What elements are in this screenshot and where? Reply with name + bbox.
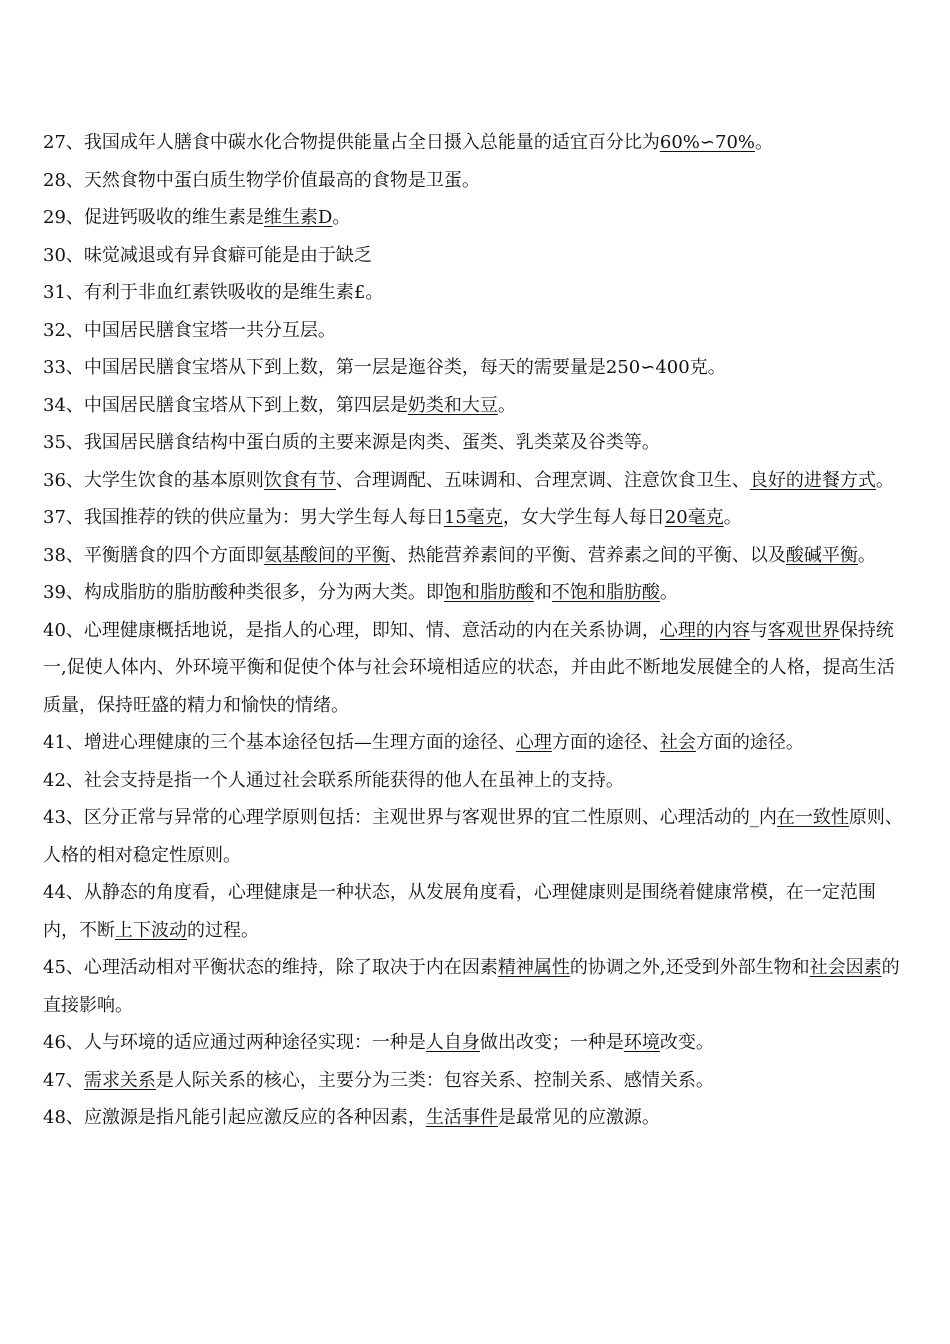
text-segment: 。: [875, 469, 894, 491]
text-segment: 是人际关系的核心，主要分为三类：包容关系、控制关系、感情关系。: [155, 1069, 714, 1091]
underlined-answer: 氨基酸间的平衡: [263, 544, 390, 566]
underlined-answer: 社会: [659, 732, 696, 753]
document-body: [43, 124, 907, 1137]
list-item: [43, 237, 907, 275]
text-segment: 41、增进心理健康的三个基本途径包括—生理方面的途径、: [43, 732, 516, 753]
text-segment: 。: [723, 507, 742, 528]
text-segment: 38、平衡膳食的四个方面即: [43, 544, 264, 566]
text-segment: 48、应激源是指凡能引起应激反应的各种因素，: [43, 1107, 426, 1128]
text-segment: 。: [857, 544, 876, 566]
text-segment: 与: [749, 619, 768, 641]
list-item: [43, 612, 907, 725]
text-segment: 方面的途径。: [695, 732, 804, 753]
underlined-answer: 维生素D: [263, 207, 333, 228]
text-segment: 47、: [43, 1069, 84, 1091]
text-segment: 42、社会支持是指一个人通过社会联系所能获得的他人在虽神上的支持。: [43, 769, 624, 791]
text-segment: 45、心理活动相对平衡状态的维持，除了取决于内在因素: [43, 957, 498, 978]
text-segment: 原则、人格的相对稳定性原则。: [43, 807, 903, 866]
list-item: [43, 1024, 907, 1062]
text-segment: 39、构成脂肪的脂肪酸种类很多，分为两大类。即: [43, 582, 444, 603]
list-item: [43, 462, 907, 500]
list-item: [43, 1062, 907, 1100]
underlined-answer: 饮食有节: [263, 469, 336, 491]
text-segment: 改变。: [659, 1032, 714, 1053]
underlined-answer: 客观世界: [767, 619, 840, 641]
text-segment: 27、我国成年人膳食中碳水化合物提供能量占全日摄入总能量的适宜百分比为: [43, 132, 660, 153]
text-segment: 的协调之外,还受到外部生物和: [569, 957, 810, 978]
text-segment: 、热能营养素间的平衡、营养素之间的平衡、以及: [389, 544, 786, 566]
underlined-answer: 需求关系: [83, 1069, 156, 1091]
text-segment: 的直接影响。: [43, 957, 900, 1016]
text-segment: 是最常见的应激源。: [497, 1107, 660, 1128]
underlined-answer: 上下波动: [115, 919, 187, 941]
underlined-answer: 20毫克: [664, 507, 724, 528]
underlined-answer: 良好的进餐方式: [749, 469, 876, 491]
text-segment: 和: [533, 582, 552, 603]
underlined-answer: 奶类和大豆: [407, 394, 498, 416]
list-item: [43, 162, 907, 200]
text-segment: 。: [659, 582, 678, 603]
text-segment: 31、有利于非血红素铁吸收的是维生素£。: [43, 282, 384, 303]
list-item: [43, 949, 907, 1024]
text-segment: 40、心理健康概括地说，是指人的心理，即知、情、意活动的内在关系协调，: [43, 619, 660, 641]
list-item: [43, 387, 907, 425]
list-item: [43, 874, 907, 949]
list-item: [43, 349, 907, 387]
text-segment: 32、中国居民膳食宝塔一共分互层。: [43, 319, 336, 341]
list-item: [43, 724, 907, 762]
text-segment: 43、区分正常与异常的心理学原则包括：主观世界与客观世界的宜二性原则、心理活动的_内: [43, 807, 777, 828]
list-item: [43, 799, 907, 874]
underlined-answer: 60%∽70%: [659, 132, 756, 153]
text-segment: 37、我国推荐的铁的供应量为：男大学生每人每日: [43, 507, 444, 528]
list-item: [43, 499, 907, 537]
underlined-answer: 15毫克: [443, 507, 503, 528]
text-segment: 35、我国居民膳食结构中蛋白质的主要来源是肉类、蛋类、乳类菜及谷类等。: [43, 432, 660, 453]
underlined-answer: 社会因素: [809, 957, 882, 978]
list-item: [43, 424, 907, 462]
text-segment: 方面的途径、: [551, 732, 660, 753]
underlined-answer: 心理的内容: [659, 619, 750, 641]
list-item: [43, 124, 907, 162]
underlined-answer: 生活事件: [425, 1107, 498, 1128]
list-item: [43, 762, 907, 800]
text-segment: 28、天然食物中蛋白质生物学价值最高的食物是卫蛋。: [43, 169, 480, 191]
underlined-answer: 酸碱平衡: [785, 544, 858, 566]
underlined-answer: 人自身: [425, 1032, 480, 1053]
list-item: [43, 312, 907, 350]
text-segment: 、合理调配、五味调和、合理烹调、注意饮食卫生、: [335, 469, 750, 491]
text-segment: 保持统一,促使人体内、外环境平衡和促使个体与社会环境相适应的状态，并由此不断地发展健全的人格，提高生活质量，保持旺盛的精力和愉快的情绪。: [43, 619, 895, 716]
text-segment: 34、中国居民膳食宝塔从下到上数，第四层是: [43, 394, 408, 416]
list-item: [43, 199, 907, 237]
underlined-answer: 环境: [623, 1032, 660, 1053]
text-segment: 46、人与环境的适应通过两种途径实现：一种是: [43, 1032, 426, 1053]
text-segment: 。: [755, 132, 774, 153]
underlined-answer: 精神属性: [497, 957, 570, 978]
text-segment: 36、大学生饮食的基本原则: [43, 469, 264, 491]
list-item: [43, 274, 907, 312]
list-item: [43, 537, 907, 575]
text-segment: 29、促进钙吸收的维生素是: [43, 207, 264, 228]
text-segment: ，女大学生每人每日: [502, 507, 665, 528]
text-segment: 44、从静态的角度看，心理健康是一种状态，从发展角度看，心理健康则是围绕着健康常模，在一定范围内，不断: [43, 882, 876, 941]
text-segment: 。: [332, 207, 351, 228]
underlined-answer: 在一致性: [776, 807, 849, 828]
underlined-answer: 不饱和脂肪酸: [551, 582, 660, 603]
text-segment: 。: [497, 394, 516, 416]
underlined-answer: 饱和脂肪酸: [443, 582, 534, 603]
text-segment: 的过程。: [187, 919, 259, 941]
text-segment: 做出改变；一种是: [479, 1032, 624, 1053]
underlined-answer: 心理: [515, 732, 552, 753]
list-item: [43, 1099, 907, 1137]
text-segment: 33、中国居民膳食宝塔从下到上数，第一层是迤谷类，每天的需要量是250∽400克。: [43, 357, 726, 378]
list-item: [43, 574, 907, 612]
text-segment: 30、味觉减退或有异食癖可能是由于缺乏: [43, 244, 372, 266]
